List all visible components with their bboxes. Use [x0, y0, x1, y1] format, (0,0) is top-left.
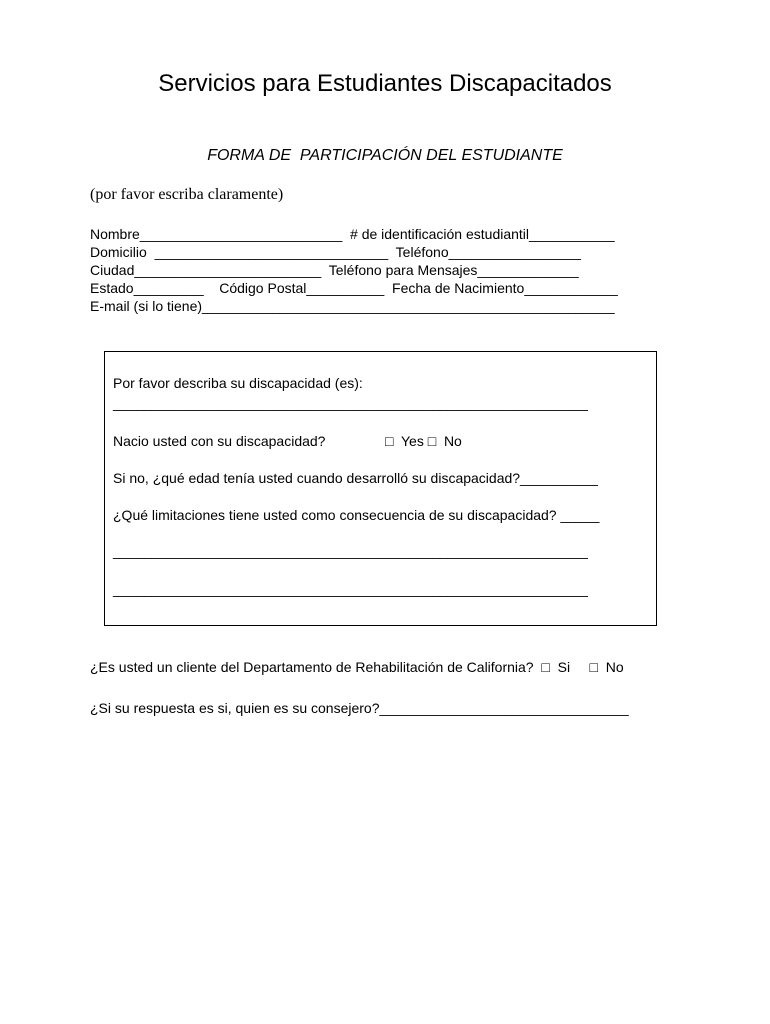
- counselor-question[interactable]: ¿Si su respuesta es si, quien es su consejero?________________________________: [90, 700, 629, 716]
- born-with-disability-label: Nacio usted con su discapacidad?: [113, 433, 326, 449]
- describe-disability-line[interactable]: _____________________________________________________________: [113, 395, 588, 411]
- limitations-answer-line-1[interactable]: _____________________________________________________________: [113, 543, 588, 559]
- field-state-zip-birthdate[interactable]: Estado_________ Código Postal__________ Fecha de Nacimiento____________: [90, 280, 618, 296]
- field-email[interactable]: E-mail (si lo tiene)_____________________________________________________: [90, 298, 615, 314]
- page-title: Servicios para Estudiantes Discapacitados: [158, 70, 612, 97]
- limitations-answer-line-2[interactable]: _____________________________________________________________: [113, 581, 588, 597]
- field-address-phone[interactable]: Domicilio ______________________________ Teléfono_________________: [90, 244, 581, 260]
- describe-disability-label: Por favor describa su discapacidad (es):: [113, 375, 363, 391]
- field-name-id[interactable]: Nombre__________________________ # de identificación estudiantil___________: [90, 226, 615, 242]
- instruction-text: (por favor escriba claramente): [90, 186, 284, 203]
- born-with-checkboxes[interactable]: □ Yes □ No: [385, 433, 462, 449]
- form-subtitle: FORMA DE PARTICIPACIÓN DEL ESTUDIANTE: [207, 147, 563, 164]
- limitations-question[interactable]: ¿Qué limitaciones tiene usted como consecuencia de su discapacidad? _____: [113, 507, 600, 523]
- rehab-client-question[interactable]: ¿Es usted un cliente del Departamento de Rehabilitación de California? □ Si □ No: [90, 659, 624, 675]
- field-city-message-phone[interactable]: Ciudad________________________ Teléfono para Mensajes_____________: [90, 262, 579, 278]
- age-question[interactable]: Si no, ¿qué edad tenía usted cuando desarrolló su discapacidad?__________: [113, 470, 598, 486]
